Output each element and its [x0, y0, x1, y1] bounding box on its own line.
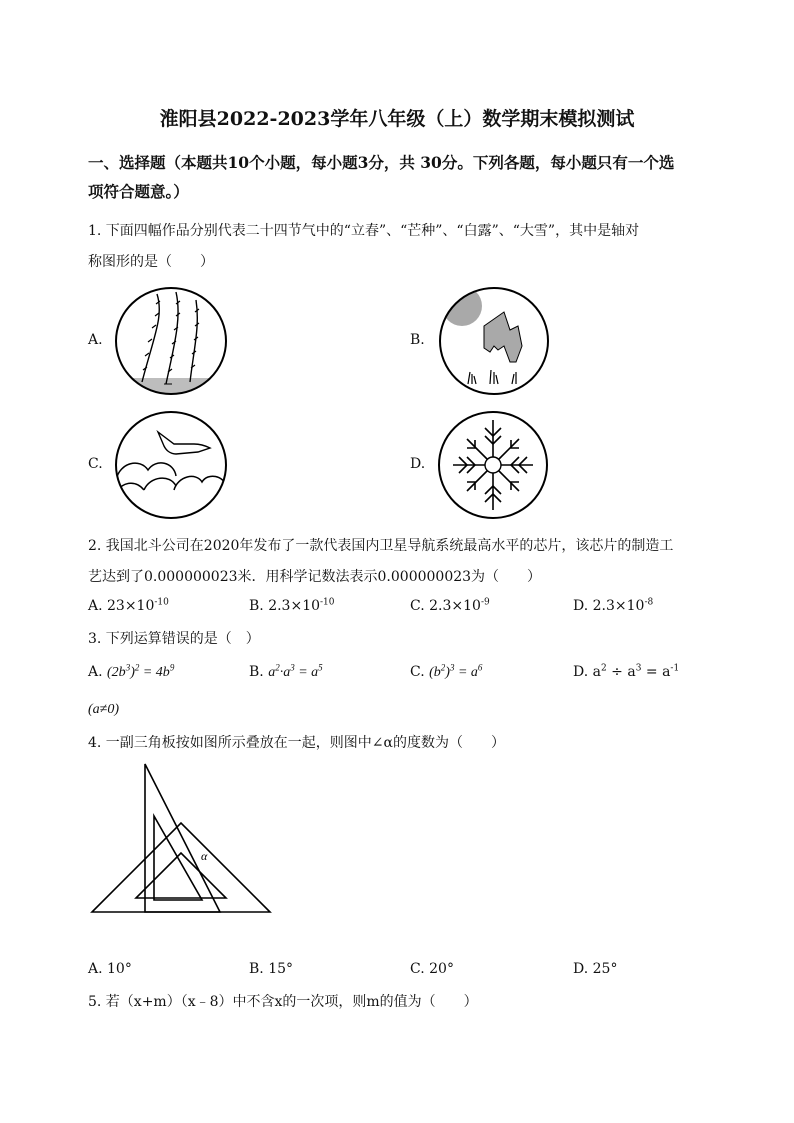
q5-stem: 5. 若（x+m）（x﹣8）中不含x的一次项，则m的值为（ ）: [88, 994, 478, 1010]
q1-stem-line1: 1. 下面四幅作品分别代表二十四节气中的“立春”、“芒种”、“白露”、“大雪”，其中是轴对: [88, 223, 640, 239]
q1-option-a-label[interactable]: A.: [88, 332, 103, 348]
q3-option-c[interactable]: C. $(b^2)^3 = a^6$: [410, 662, 483, 680]
q2-option-b[interactable]: B. $2.3\times 10^{-10}$: [249, 597, 335, 614]
section-heading-line1: 一、选择题（本题共10个小题，每小题3分，共 30分。下列各题，每小题只有一个选: [88, 153, 675, 172]
q2-stem-line1: 2. 我国北斗公司在2020年发布了一款代表国内卫星导航系统最高水平的芯片，该芯片的制造工: [88, 538, 674, 554]
q3-option-a[interactable]: A. $(2b^3)^2 = 4b^9$: [88, 662, 175, 680]
q4-option-c[interactable]: C. 20°: [410, 961, 454, 977]
page-title: 淮阳县2022-2023学年八年级（上）数学期末模拟测试: [159, 108, 635, 130]
section-heading-line2: 项符合题意。）: [88, 182, 189, 201]
snowflake-icon: [437, 410, 549, 520]
q2-stem-line2: 艺达到了0.000000023米．用科学记数法表示0.000000023为（ ）: [88, 569, 542, 585]
q4-option-b[interactable]: B. 15°: [249, 961, 294, 977]
q1-option-c-label[interactable]: C.: [88, 456, 103, 472]
q1-option-b-label[interactable]: B.: [410, 332, 425, 348]
q2-option-c[interactable]: C. $2.3\times 10^{-9}$: [410, 597, 490, 614]
q3-option-d[interactable]: D. $a^2 \div a^3 = a^{-1}$: [573, 663, 680, 680]
grass-icon: [438, 286, 550, 396]
q3-stem: 3. 下列运算错误的是（ ）: [88, 631, 260, 647]
q1-option-d-label[interactable]: D.: [410, 456, 426, 472]
alpha-label: α: [201, 849, 208, 863]
triangle-rulers-figure: [90, 762, 274, 914]
q3-option-d-condition: (a≠0): [88, 702, 120, 717]
q4-option-d[interactable]: D. 25°: [573, 961, 618, 977]
q2-option-d[interactable]: D. $2.3\times 10^{-8}$: [573, 597, 654, 614]
willow-icon: [114, 286, 228, 396]
q4-stem: 4. 一副三角板按如图所示叠放在一起，则图中∠α的度数为（ ）: [88, 735, 505, 751]
q2-option-a[interactable]: A. $23\times 10^{-10}$: [88, 597, 169, 614]
q3-option-b[interactable]: B. $a^2\cdot a^3 = a^5$: [249, 662, 323, 680]
bird-cloud-icon: [114, 410, 228, 520]
q4-option-a[interactable]: A. 10°: [88, 961, 132, 977]
q1-stem-line2: 称图形的是（ ）: [88, 254, 214, 270]
